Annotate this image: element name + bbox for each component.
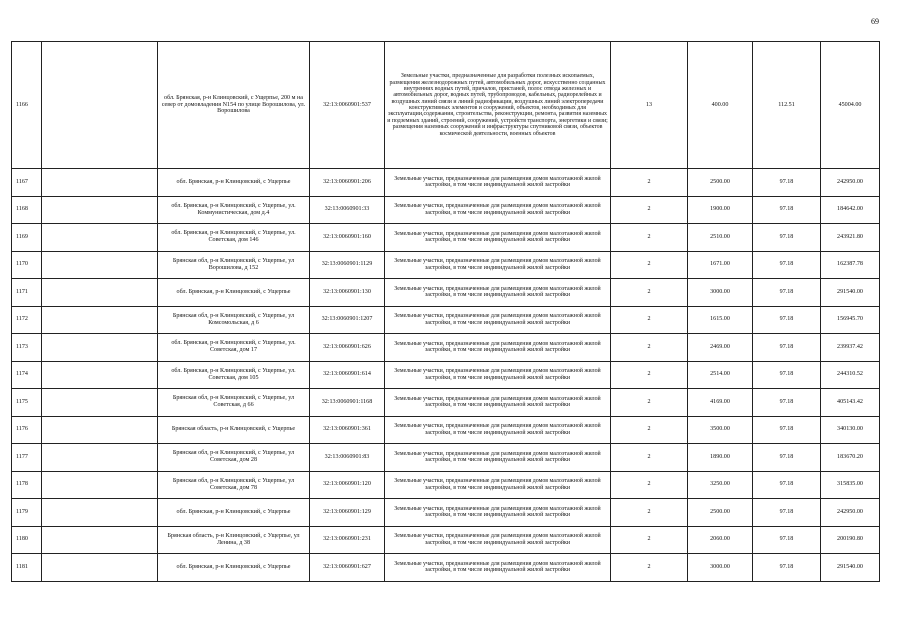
cell-group-code: 2: [611, 196, 688, 224]
table-row: [12, 169, 880, 197]
cell-group-code: 2: [611, 499, 688, 527]
cell-blank: [42, 279, 158, 307]
cell-land-use-description: Земельные участки, предназначенные для размещения домов малоэтажной жилой застройки, в том числе индивидуальной жилой застройки: [385, 279, 611, 307]
cell-cadastral-value: 242950.00: [821, 169, 880, 197]
cell-area: 3000.00: [688, 279, 753, 307]
cell-group-code: 2: [611, 389, 688, 417]
cell-group-code: 13: [611, 42, 688, 169]
cell-cadastral-value: 405143.42: [821, 389, 880, 417]
cell-land-use-description: Земельные участки, предназначенные для размещения домов малоэтажной жилой застройки, в том числе индивидуальной жилой застройки: [385, 526, 611, 554]
cell-row-number: 1173: [12, 334, 42, 362]
cell-group-code: 2: [611, 444, 688, 472]
table-row: [12, 224, 880, 252]
cell-specific-value: 97.18: [753, 306, 821, 334]
cell-row-number: 1167: [12, 169, 42, 197]
cell-land-use-description: Земельные участки, предназначенные для размещения домов малоэтажной жилой застройки, в том числе индивидуальной жилой застройки: [385, 471, 611, 499]
table-row: [12, 471, 880, 499]
cell-address: Брянская обл, р-н Клинцовский, с Ущерпье, ул Ворошилова, д 152: [158, 251, 310, 279]
cell-specific-value: 97.18: [753, 471, 821, 499]
cell-cadastral-value: 291540.00: [821, 279, 880, 307]
cell-blank: [42, 554, 158, 582]
cell-blank: [42, 251, 158, 279]
cell-cadastral-number: 32:13:0060901:83: [310, 444, 385, 472]
cell-specific-value: 97.18: [753, 526, 821, 554]
cell-land-use-description: Земельные участки, предназначенные для разработки полезных ископаемых, размещения железнодорожных путей, автомобильных дорог, искусственно созданных внутренних водных путей, причалов, пристаней, полос отвода железных и автомобильных дорог, водных путей, трубопроводов, кабельных, радиорелейных и воздушных линий связи и линий радиофикации, воздушных линий электропередачи конструктивных элементов и сооружений, объектов, необходимых для эксплуатации,содержания, строительства, реконструкции, ремонта, развития наземных и подземных зданий, строений, сооружений, устройств транспорта, энергетики и связи; размещения наземных сооружений и инфраструктуры спутниковой связи, объектов космической деятельности, военных объектов: [385, 42, 611, 169]
cell-area: 2510.00: [688, 224, 753, 252]
cell-land-use-description: Земельные участки, предназначенные для размещения домов малоэтажной жилой застройки, в том числе индивидуальной жилой застройки: [385, 251, 611, 279]
cell-specific-value: 97.18: [753, 389, 821, 417]
cell-cadastral-number: 32:13:0060901:1207: [310, 306, 385, 334]
cell-area: 2514.00: [688, 361, 753, 389]
table-row: [12, 196, 880, 224]
cell-area: 1615.00: [688, 306, 753, 334]
cell-blank: [42, 361, 158, 389]
cell-cadastral-number: 32:13:0060901:626: [310, 334, 385, 362]
table-row: [12, 306, 880, 334]
cell-row-number: 1178: [12, 471, 42, 499]
cell-land-use-description: Земельные участки, предназначенные для размещения домов малоэтажной жилой застройки, в том числе индивидуальной жилой застройки: [385, 554, 611, 582]
cell-row-number: 1180: [12, 526, 42, 554]
table-row: [12, 526, 880, 554]
cell-area: 2500.00: [688, 169, 753, 197]
cell-address: обл. Брянская, р-н Клинцовский, с Ущерпье: [158, 554, 310, 582]
cell-land-use-description: Земельные участки, предназначенные для размещения домов малоэтажной жилой застройки, в том числе индивидуальной жилой застройки: [385, 499, 611, 527]
cell-land-use-description: Земельные участки, предназначенные для размещения домов малоэтажной жилой застройки, в том числе индивидуальной жилой застройки: [385, 361, 611, 389]
land-registry-table: [11, 41, 880, 582]
cell-land-use-description: Земельные участки, предназначенные для размещения домов малоэтажной жилой застройки, в том числе индивидуальной жилой застройки: [385, 444, 611, 472]
cell-group-code: 2: [611, 416, 688, 444]
cell-row-number: 1176: [12, 416, 42, 444]
cell-address: Брянская область, р-н Клинцовский, с Ущерпье: [158, 416, 310, 444]
cell-cadastral-value: 200190.80: [821, 526, 880, 554]
cell-cadastral-number: 32:13:0060901:1168: [310, 389, 385, 417]
cell-area: 2500.00: [688, 499, 753, 527]
cell-specific-value: 97.18: [753, 251, 821, 279]
cell-land-use-description: Земельные участки, предназначенные для размещения домов малоэтажной жилой застройки, в том числе индивидуальной жилой застройки: [385, 306, 611, 334]
cell-land-use-description: Земельные участки, предназначенные для размещения домов малоэтажной жилой застройки, в том числе индивидуальной жилой застройки: [385, 196, 611, 224]
cell-address: обл. Брянская, р-н Клинцовский, с Ущерпье, ул. Советская, дом 146: [158, 224, 310, 252]
cell-row-number: 1179: [12, 499, 42, 527]
cell-specific-value: 97.18: [753, 499, 821, 527]
cell-cadastral-number: 32:13:0060901:231: [310, 526, 385, 554]
cell-row-number: 1170: [12, 251, 42, 279]
cell-group-code: 2: [611, 554, 688, 582]
cell-cadastral-number: 32:13:0060901:614: [310, 361, 385, 389]
cell-blank: [42, 526, 158, 554]
cell-land-use-description: Земельные участки, предназначенные для размещения домов малоэтажной жилой застройки, в том числе индивидуальной жилой застройки: [385, 169, 611, 197]
cell-address: обл. Брянская, р-н Клинцовский, с Ущерпье: [158, 279, 310, 307]
table-row: [12, 42, 880, 169]
table-row: [12, 251, 880, 279]
cell-land-use-description: Земельные участки, предназначенные для размещения домов малоэтажной жилой застройки, в том числе индивидуальной жилой застройки: [385, 416, 611, 444]
cell-specific-value: 97.18: [753, 554, 821, 582]
cell-cadastral-value: 291540.00: [821, 554, 880, 582]
page-number: 69: [871, 17, 879, 26]
cell-address: Брянская обл, р-н Клинцовский, с Ущерпье, ул Советская, д 66: [158, 389, 310, 417]
cell-group-code: 2: [611, 251, 688, 279]
cell-address: обл. Брянская, р-н Клинцовский, с Ущерпье: [158, 499, 310, 527]
cell-group-code: 2: [611, 471, 688, 499]
cell-specific-value: 97.18: [753, 444, 821, 472]
cell-row-number: 1171: [12, 279, 42, 307]
cell-group-code: 2: [611, 334, 688, 362]
cell-group-code: 2: [611, 361, 688, 389]
cell-cadastral-value: 244310.52: [821, 361, 880, 389]
cell-area: 4169.00: [688, 389, 753, 417]
cell-specific-value: 97.18: [753, 334, 821, 362]
cell-address: обл. Брянская, р-н Клинцовский, с Ущерпье, ул. Коммунистическая, дом д.4: [158, 196, 310, 224]
table-row: [12, 444, 880, 472]
cell-group-code: 2: [611, 224, 688, 252]
cell-blank: [42, 444, 158, 472]
table-row: [12, 361, 880, 389]
cell-address: обл. Брянская, р-н Клинцовский, с Ущерпье, ул. Советская, дом 17: [158, 334, 310, 362]
cell-row-number: 1181: [12, 554, 42, 582]
cell-area: 3500.00: [688, 416, 753, 444]
cell-cadastral-number: 32:13:0060901:627: [310, 554, 385, 582]
cell-cadastral-value: 315835.00: [821, 471, 880, 499]
cell-address: обл. Брянская, р-н Клинцовский, с Ущерпье: [158, 169, 310, 197]
cell-specific-value: 112.51: [753, 42, 821, 169]
table-row: [12, 334, 880, 362]
cell-area: 1900.00: [688, 196, 753, 224]
cell-cadastral-value: 183670.20: [821, 444, 880, 472]
cell-blank: [42, 471, 158, 499]
cell-area: 1671.00: [688, 251, 753, 279]
cell-cadastral-value: 45004.00: [821, 42, 880, 169]
table-row: [12, 416, 880, 444]
cell-area: 1890.00: [688, 444, 753, 472]
table-row: [12, 554, 880, 582]
cell-cadastral-value: 184642.00: [821, 196, 880, 224]
cell-cadastral-number: 32:13:0060901:120: [310, 471, 385, 499]
cell-blank: [42, 224, 158, 252]
cell-cadastral-number: 32:13:0060901:1129: [310, 251, 385, 279]
cell-area: 2469.00: [688, 334, 753, 362]
cell-land-use-description: Земельные участки, предназначенные для размещения домов малоэтажной жилой застройки, в том числе индивидуальной жилой застройки: [385, 389, 611, 417]
cell-row-number: 1166: [12, 42, 42, 169]
cell-address: Брянская обл, р-н Клинцовский, с Ущерпье, ул Комсомольская, д 6: [158, 306, 310, 334]
cell-group-code: 2: [611, 306, 688, 334]
cell-land-use-description: Земельные участки, предназначенные для размещения домов малоэтажной жилой застройки, в том числе индивидуальной жилой застройки: [385, 334, 611, 362]
cell-specific-value: 97.18: [753, 169, 821, 197]
cell-area: 3250.00: [688, 471, 753, 499]
cell-blank: [42, 196, 158, 224]
table-row: [12, 279, 880, 307]
cell-address: обл. Брянская, р-н Клинцовский, с Ущерпье, ул. Советская, дом 105: [158, 361, 310, 389]
cell-address: Брянская область, р-н Клинцовский, с Ущерпье, ул Ленина, д 38: [158, 526, 310, 554]
cell-cadastral-value: 156945.70: [821, 306, 880, 334]
table-row: [12, 389, 880, 417]
cell-specific-value: 97.18: [753, 196, 821, 224]
cell-cadastral-number: 32:13:0060901:206: [310, 169, 385, 197]
cell-address: Брянская обл, р-н Клинцовский, с Ущерпье, ул Советская, дом 28: [158, 444, 310, 472]
cell-cadastral-number: 32:13:0060901:33: [310, 196, 385, 224]
cell-cadastral-value: 340130.00: [821, 416, 880, 444]
cell-row-number: 1169: [12, 224, 42, 252]
cell-group-code: 2: [611, 526, 688, 554]
table-body: [12, 42, 880, 582]
cell-specific-value: 97.18: [753, 361, 821, 389]
cell-area: 2060.00: [688, 526, 753, 554]
cell-cadastral-number: 32:13:0060901:129: [310, 499, 385, 527]
cell-land-use-description: Земельные участки, предназначенные для размещения домов малоэтажной жилой застройки, в том числе индивидуальной жилой застройки: [385, 224, 611, 252]
cell-specific-value: 97.18: [753, 416, 821, 444]
cell-cadastral-number: 32:13:0060901:160: [310, 224, 385, 252]
cell-row-number: 1175: [12, 389, 42, 417]
cell-area: 3000.00: [688, 554, 753, 582]
cell-row-number: 1174: [12, 361, 42, 389]
cell-blank: [42, 334, 158, 362]
cell-cadastral-value: 243921.80: [821, 224, 880, 252]
cell-specific-value: 97.18: [753, 224, 821, 252]
cell-blank: [42, 169, 158, 197]
cell-blank: [42, 499, 158, 527]
cell-area: 400.00: [688, 42, 753, 169]
cell-cadastral-number: 32:13:0060901:537: [310, 42, 385, 169]
cell-cadastral-number: 32:13:0060901:361: [310, 416, 385, 444]
cell-blank: [42, 306, 158, 334]
cell-cadastral-number: 32:13:0060901:130: [310, 279, 385, 307]
cell-group-code: 2: [611, 169, 688, 197]
cell-row-number: 1168: [12, 196, 42, 224]
cell-cadastral-value: 242950.00: [821, 499, 880, 527]
cell-cadastral-value: 162387.78: [821, 251, 880, 279]
cell-specific-value: 97.18: [753, 279, 821, 307]
cell-address: Брянская обл, р-н Клинцовский, с Ущерпье, ул Советская, дом 78: [158, 471, 310, 499]
cell-address: обл. Брянская, р-н Клинцовский, с Ущерпье, 200 м на север от домовладения N154 по улице Ворошилова, ул. Ворошилова: [158, 42, 310, 169]
cell-group-code: 2: [611, 279, 688, 307]
cell-blank: [42, 416, 158, 444]
cell-row-number: 1177: [12, 444, 42, 472]
cell-row-number: 1172: [12, 306, 42, 334]
cell-blank: [42, 42, 158, 169]
cell-cadastral-value: 239937.42: [821, 334, 880, 362]
cell-blank: [42, 389, 158, 417]
table-row: [12, 499, 880, 527]
